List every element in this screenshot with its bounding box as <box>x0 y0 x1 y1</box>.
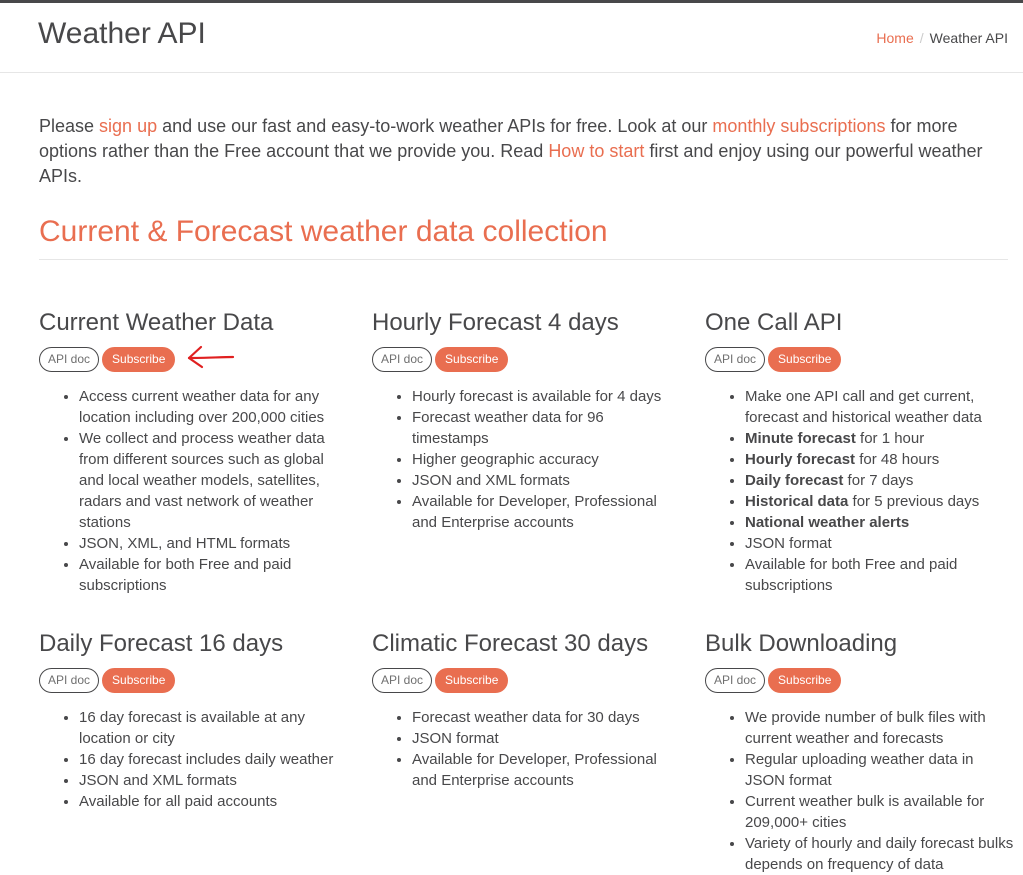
list-item: • Variety of hourly and daily forecast bulks depends on frequency of data <box>745 833 1015 875</box>
api-doc-button[interactable]: API doc <box>39 668 99 693</box>
card-title: Current Weather Data <box>39 309 274 336</box>
list-item: • Higher geographic accuracy <box>412 449 682 470</box>
feature-list <box>372 386 682 533</box>
feature-list <box>372 707 682 791</box>
intro-text: first and enjoy using our powerful weather APIs. <box>39 141 983 186</box>
api-doc-button[interactable]: API doc <box>39 347 99 372</box>
subscribe-button[interactable]: Subscribe <box>435 347 508 372</box>
api-doc-button[interactable]: API doc <box>372 668 432 693</box>
list-item: • Access current weather data for any location including over 200,000 cities <box>79 386 349 428</box>
list-item: • Regular uploading weather data in JSON format <box>745 749 1015 791</box>
list-item: • 16 day forecast includes daily weather <box>79 749 349 770</box>
subscribe-button[interactable]: Subscribe <box>102 668 175 693</box>
list-item: • Available for both Free and paid subscriptions <box>745 554 1015 596</box>
list-item: • Hourly forecast for 48 hours <box>745 449 1015 470</box>
feature-list <box>39 386 349 596</box>
list-item: • Forecast weather data for 30 days <box>412 707 682 728</box>
sign-up-link[interactable]: sign up <box>99 116 158 136</box>
page-title: Weather API <box>38 17 206 50</box>
api-doc-button[interactable]: API doc <box>705 668 765 693</box>
list-item: • JSON and XML formats <box>412 470 682 491</box>
monthly-subscriptions-link[interactable]: monthly subscriptions <box>712 116 886 136</box>
list-item: • Historical data for 5 previous days <box>745 491 1015 512</box>
api-doc-button[interactable]: API doc <box>705 347 765 372</box>
list-item: • Hourly forecast is available for 4 days <box>412 386 682 407</box>
list-item: • Current weather bulk is available for 209,000+ cities <box>745 791 1015 833</box>
feature-list <box>705 386 1015 596</box>
list-item: • Available for Developer, Professional and Enterprise accounts <box>412 749 682 791</box>
list-item: • We provide number of bulk files with current weather and forecasts <box>745 707 1015 749</box>
list-item: • We collect and process weather data from different sources such as global and local weather models, satellites, radars and vast network of weather stations <box>79 428 349 533</box>
list-item: • National weather alerts <box>745 512 1015 533</box>
list-item: • Make one API call and get current, forecast and historical weather data <box>745 386 1015 428</box>
list-item: • JSON format <box>745 533 1015 554</box>
list-item: • JSON and XML formats <box>79 770 349 791</box>
card-daily-forecast <box>39 630 349 812</box>
page-header <box>0 3 1023 73</box>
intro-text: Please <box>39 116 100 136</box>
card-title: Bulk Downloading <box>705 630 898 657</box>
how-to-start-link[interactable]: How to start <box>548 141 645 161</box>
card-one-call-api <box>705 309 1015 596</box>
section-title: Current & Forecast weather data collection <box>39 215 608 248</box>
red-arrow-annotation-icon <box>184 344 236 372</box>
subscribe-button[interactable]: Subscribe <box>768 347 841 372</box>
card-climatic-forecast <box>372 630 682 791</box>
breadcrumb-current: Weather API <box>929 30 1008 46</box>
card-title: One Call API <box>705 309 843 336</box>
card-title: Hourly Forecast 4 days <box>372 309 619 336</box>
breadcrumb-home-link[interactable]: Home <box>876 30 914 46</box>
card-bulk-downloading <box>705 630 1015 875</box>
list-item: • JSON format <box>412 728 682 749</box>
feature-list <box>39 707 349 812</box>
intro-paragraph <box>39 114 999 189</box>
breadcrumb <box>876 30 1008 46</box>
list-item: • 16 day forecast is available at any location or city <box>79 707 349 749</box>
subscribe-button[interactable]: Subscribe <box>102 347 175 372</box>
list-item: • Daily forecast for 7 days <box>745 470 1015 491</box>
card-title: Climatic Forecast 30 days <box>372 630 649 657</box>
intro-text: and use our fast and easy-to-work weather APIs for free. Look at our <box>157 116 713 136</box>
list-item: • Forecast weather data for 96 timestamps <box>412 407 682 449</box>
list-item: • JSON, XML, and HTML formats <box>79 533 349 554</box>
list-item: • Available for all paid accounts <box>79 791 349 812</box>
breadcrumb-separator: / <box>919 30 924 46</box>
list-item: • Available for both Free and paid subscriptions <box>79 554 349 596</box>
api-doc-button[interactable]: API doc <box>372 347 432 372</box>
list-item: • Minute forecast for 1 hour <box>745 428 1015 449</box>
section-divider <box>39 259 1008 260</box>
subscribe-button[interactable]: Subscribe <box>435 668 508 693</box>
list-item: • Available for Developer, Professional and Enterprise accounts <box>412 491 682 533</box>
card-hourly-forecast <box>372 309 682 533</box>
card-title: Daily Forecast 16 days <box>39 630 284 657</box>
subscribe-button[interactable]: Subscribe <box>768 668 841 693</box>
feature-list <box>705 707 1015 875</box>
intro-text: for more options rather than the Free account that we provide you. Read <box>39 116 958 161</box>
